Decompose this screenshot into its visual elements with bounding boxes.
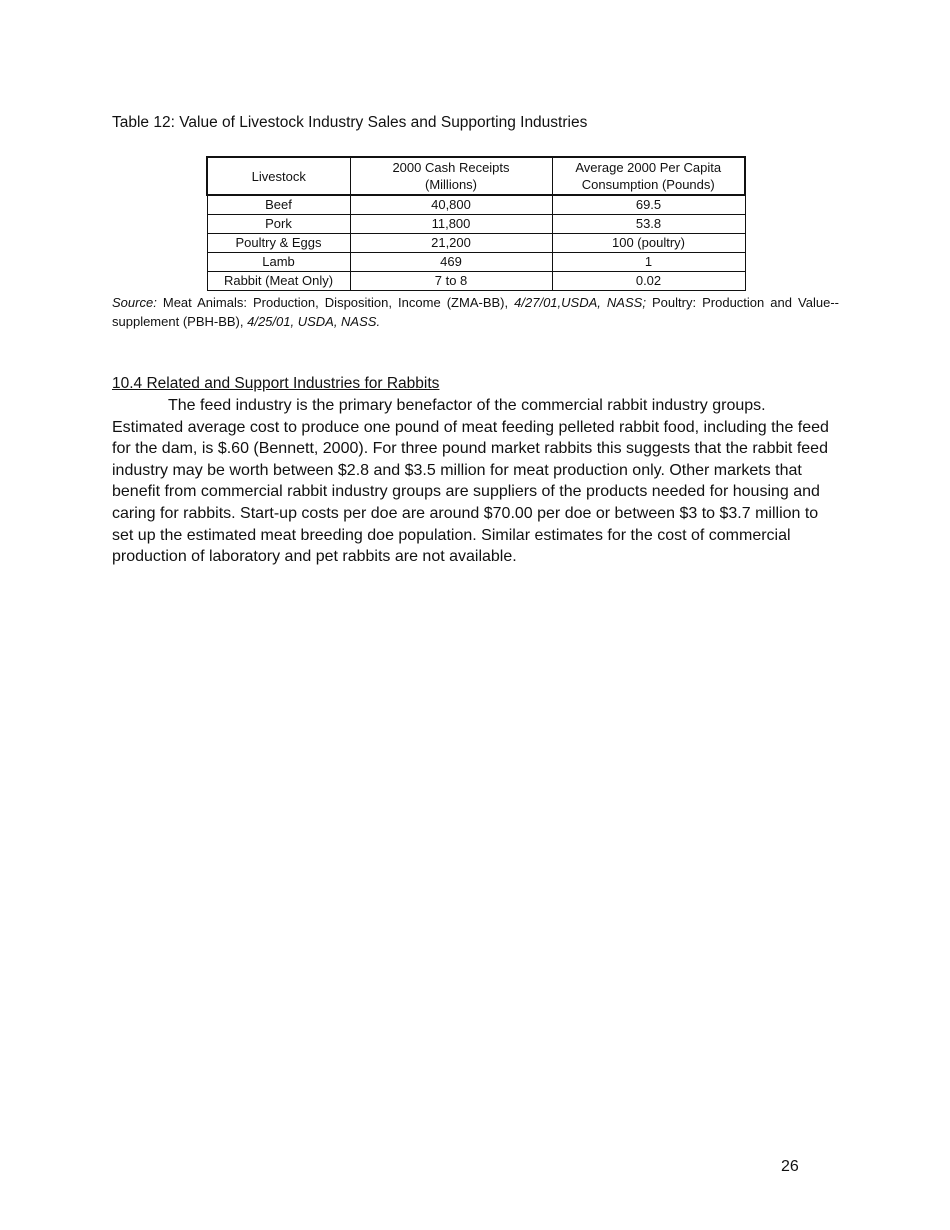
cell-cash-receipts: 40,800 [350, 195, 552, 215]
source-note [112, 293, 839, 331]
header-cash-receipts-line1: 2000 Cash Receipts [392, 160, 510, 175]
source-date-1: 4/27/01,USDA, NASS; [514, 295, 646, 310]
table-row [207, 253, 745, 272]
cell-livestock: Beef [207, 195, 350, 215]
header-livestock: Livestock [207, 157, 350, 195]
header-cash-receipts [350, 157, 552, 195]
cell-cash-receipts: 11,800 [350, 215, 552, 234]
table-row [207, 234, 745, 253]
table-title: Table 12: Value of Livestock Industry Sales and Supporting Industries [112, 114, 588, 131]
header-cash-receipts-line2: (Millions) [425, 177, 477, 192]
table-row [207, 215, 745, 234]
cell-consumption: 53.8 [552, 215, 745, 234]
source-text-1: Meat Animals: Production, Disposition, Income (ZMA-BB), [156, 295, 515, 310]
cell-consumption: 100 (poultry) [552, 234, 745, 253]
cell-cash-receipts: 7 to 8 [350, 272, 552, 291]
cell-cash-receipts: 21,200 [350, 234, 552, 253]
cell-consumption: 0.02 [552, 272, 745, 291]
body-paragraph: The feed industry is the primary benefactor of the commercial rabbit industry groups. Estimated average cost to produce one pound of meat feeding pelleted rabbit food, including the feed for the dam, is $.60 (Bennett, 2000). For three pound market rabbits this suggests that the rabbit feed industry may be worth between $2.8 and $3.5 million for meat production only. Other markets that benefit from commercial rabbit industry groups are suppliers of the products needed for housing and caring for rabbits. Start-up costs per doe are around $70.00 per doe or between $3 to $3.7 million to set up the estimated meat breeding doe population. Similar estimates for the cost of commercial production of laboratory and pet rabbits are not available. [112, 397, 829, 566]
header-consumption [552, 157, 745, 195]
header-consumption-line1: Average 2000 Per Capita [575, 160, 722, 175]
page-number: 26 [781, 1158, 799, 1175]
table-header-row [207, 157, 745, 195]
source-label: Source: [112, 295, 157, 310]
table-row [207, 272, 745, 291]
section-heading: 10.4 Related and Support Industries for Rabbits [112, 375, 440, 392]
table-row [207, 195, 745, 215]
cell-consumption: 1 [552, 253, 745, 272]
cell-livestock: Lamb [207, 253, 350, 272]
header-consumption-line2: Consumption (Pounds) [581, 177, 715, 192]
cell-livestock: Pork [207, 215, 350, 234]
cell-cash-receipts: 469 [350, 253, 552, 272]
livestock-table [206, 156, 746, 291]
source-text-2: Poultry: Production and Value--supplement (PBH-BB), [112, 295, 839, 329]
cell-livestock: Rabbit (Meat Only) [207, 272, 350, 291]
cell-livestock: Poultry & Eggs [207, 234, 350, 253]
cell-consumption: 69.5 [552, 195, 745, 215]
source-date-2: 4/25/01, USDA, NASS. [247, 314, 381, 329]
